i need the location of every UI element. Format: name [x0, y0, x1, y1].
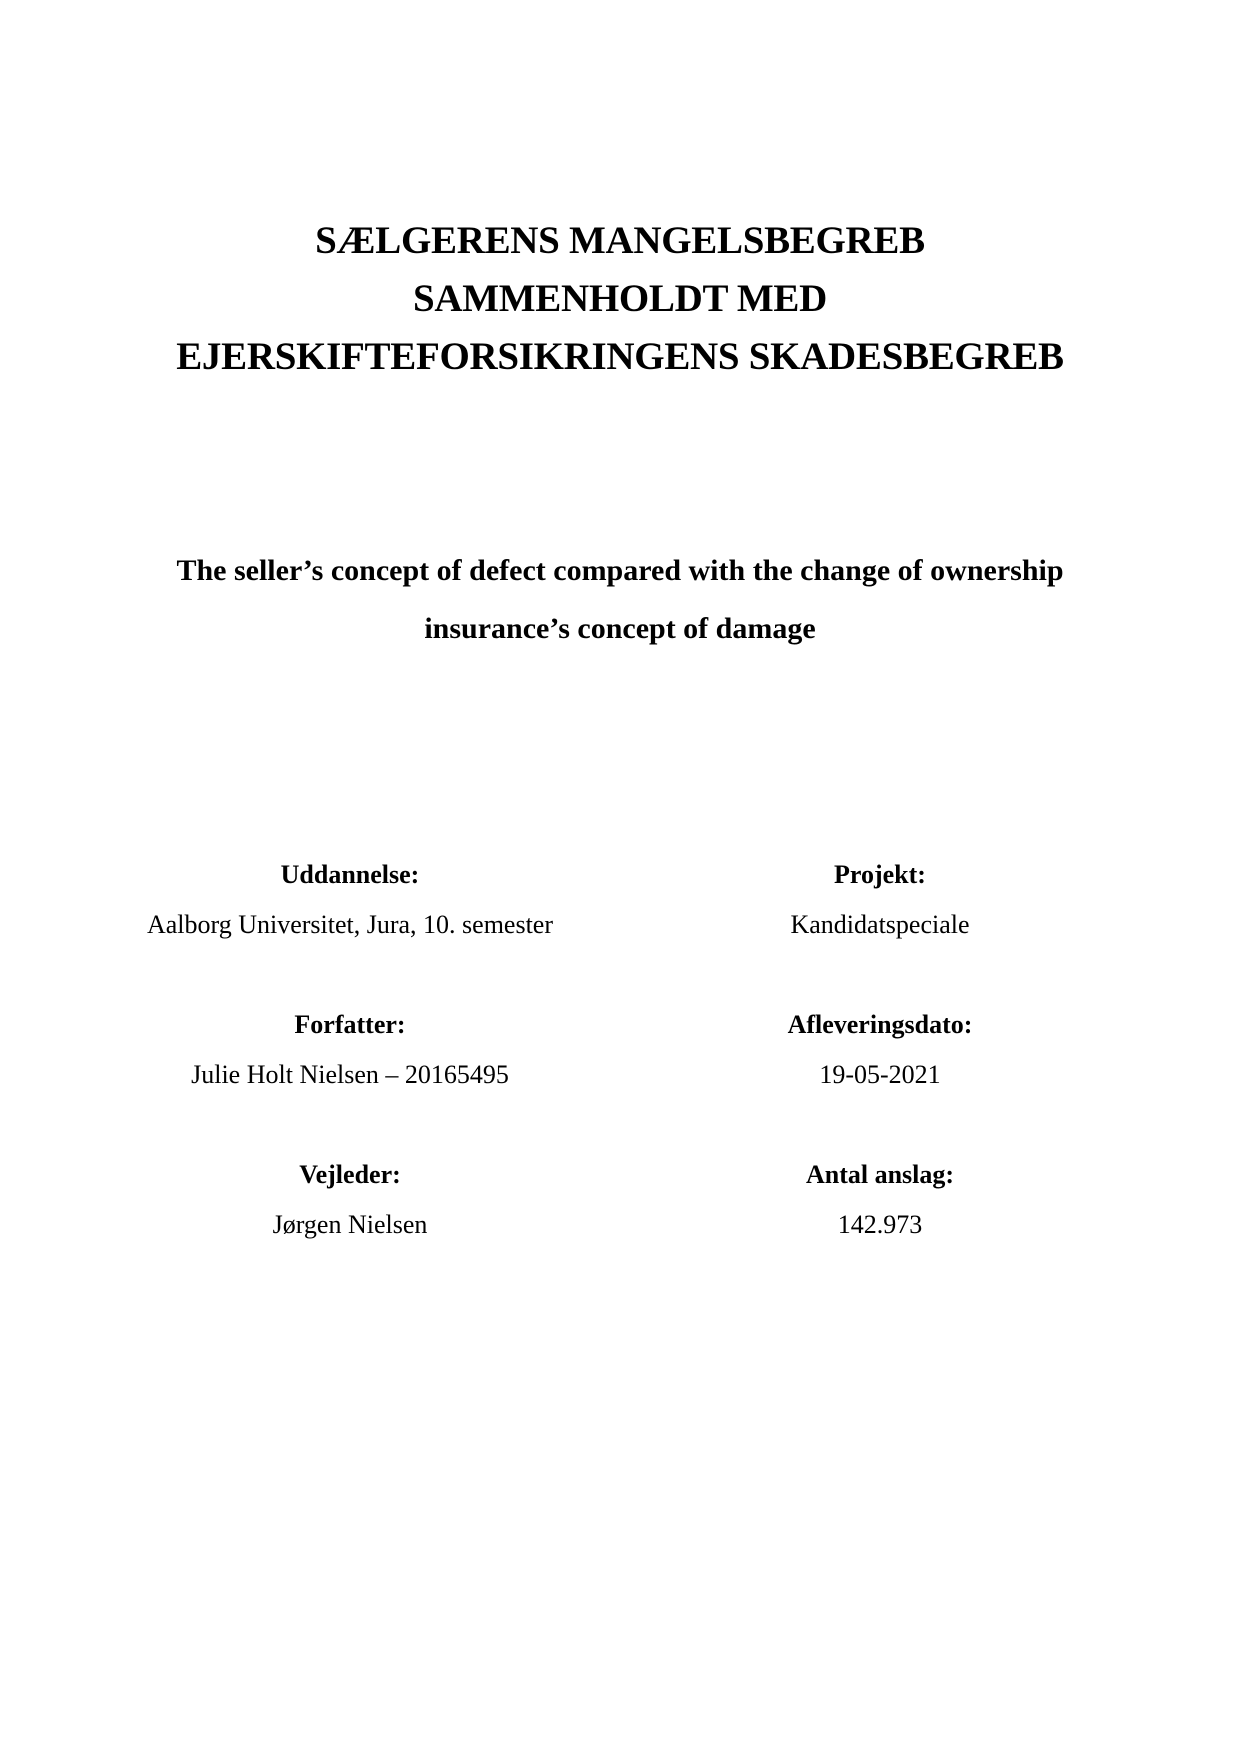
info-value: 19-05-2021 — [819, 1060, 941, 1089]
subtitle-line-1: The seller’s concept of defect compared with the change of ownership — [176, 554, 1064, 587]
info-project — [740, 860, 1020, 940]
subtitle-line-2: insurance’s concept of damage — [424, 612, 816, 645]
info-value: Kandidatspeciale — [790, 910, 970, 939]
info-education — [100, 860, 600, 940]
english-subtitle — [0, 542, 1240, 658]
info-label: Vejleder: — [299, 1160, 401, 1189]
info-value: 142.973 — [837, 1210, 923, 1239]
info-supervisor — [100, 1160, 600, 1240]
info-character-count — [740, 1160, 1020, 1240]
info-submission-date — [740, 1010, 1020, 1090]
info-value: Jørgen Nielsen — [272, 1210, 428, 1239]
title-line-2: SAMMENHOLDT MED — [412, 277, 828, 320]
info-label: Uddannelse: — [280, 860, 420, 889]
info-label: Forfatter: — [294, 1010, 406, 1039]
info-value: Aalborg Universitet, Jura, 10. semester — [146, 910, 554, 939]
info-label: Antal anslag: — [805, 1160, 955, 1189]
danish-title — [0, 212, 1240, 386]
info-value: Julie Holt Nielsen – 20165495 — [191, 1060, 509, 1089]
title-line-1: SÆLGERENS MANGELSBEGREB — [315, 219, 925, 262]
info-label: Afleveringsdato: — [787, 1010, 973, 1039]
info-label: Projekt: — [834, 860, 926, 889]
info-author — [100, 1010, 600, 1090]
title-line-3: EJERSKIFTEFORSIKRINGENS SKADESBEGREB — [176, 335, 1064, 378]
